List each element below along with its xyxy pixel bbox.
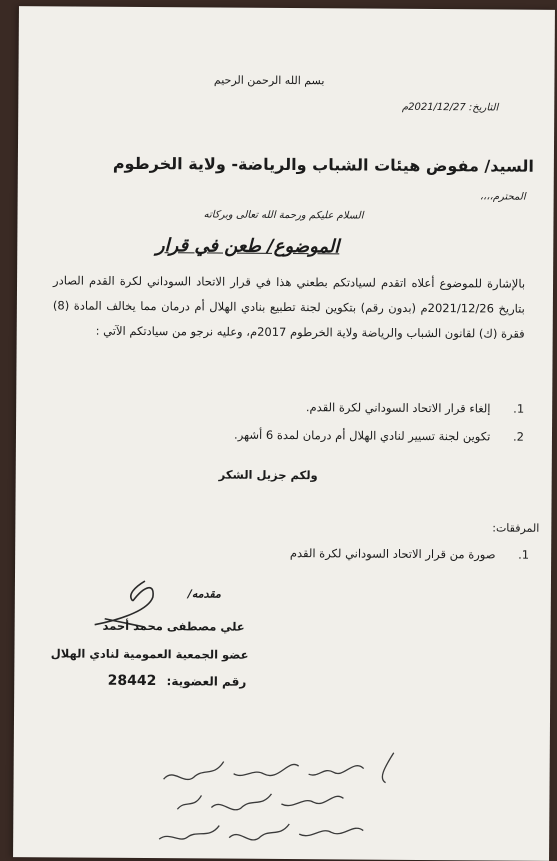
membership-label: رقم العضوية:: [166, 674, 247, 689]
signer-name: علي مصطفى محمد أحمد: [102, 618, 245, 634]
greeting: السلام عليكم ورحمة الله تعالى وبركاته: [203, 209, 364, 222]
basmala: بسم الله الرحمن الرحيم: [213, 73, 325, 88]
recipient: السيد/ مفوض هيئات الشباب والرياضة- ولاية الخرطوم: [112, 153, 534, 176]
request-text: إلغاء قرار الاتحاد السوداني لكرة القدم.: [305, 400, 491, 416]
closing-thanks: ولكم جزيل الشكر: [218, 467, 318, 483]
body-text: بالإشارة للموضوع أعلاه اتقدم لسيادتكم بطعني هذا في قرار الاتحاد السوداني لكرة القدم الصادر بتاريخ 2021/12/26م (بدون رقم) بتكوين لجنة تطبيع بنادي الهلال أم درمان مما يخالف المادة (8) فقرة (ك) لقانون الشباب والرياضة ولاية الخرطوم 2017م، وعليه نرجو من سيادتكم الآتي :: [52, 273, 526, 341]
membership-value: 28442: [107, 672, 157, 690]
subject-line: الموضوع/ طعن في قرار: [155, 235, 340, 258]
body-paragraph: [53, 268, 526, 346]
request-item: [234, 428, 524, 444]
letter-page: [13, 6, 555, 861]
attachment-item: [290, 546, 529, 562]
handwritten-annotation: [93, 737, 414, 849]
request-number: 1.: [513, 401, 525, 416]
attachment-text: صورة من قرار الاتحاد السوداني لكرة القدم: [289, 546, 496, 562]
request-item: [306, 400, 524, 416]
attachment-number: 1.: [518, 547, 530, 562]
handwritten-signature: [75, 575, 195, 646]
signer-role: عضو الجمعية العمومية لنادي الهلال: [50, 646, 249, 662]
request-text: تكوين لجنة تسيير لنادي الهلال أم درمان لمدة 6 أشهر.: [234, 427, 491, 444]
honorific: المحترم،،،،: [479, 191, 526, 203]
submitted-by-label: مقدمه/: [187, 587, 221, 601]
request-number: 2.: [512, 429, 525, 444]
letter-date: التاريخ: 2021/12/27م: [401, 101, 499, 114]
attachments-title: المرفقات:: [492, 521, 540, 535]
membership-number: [108, 673, 247, 690]
